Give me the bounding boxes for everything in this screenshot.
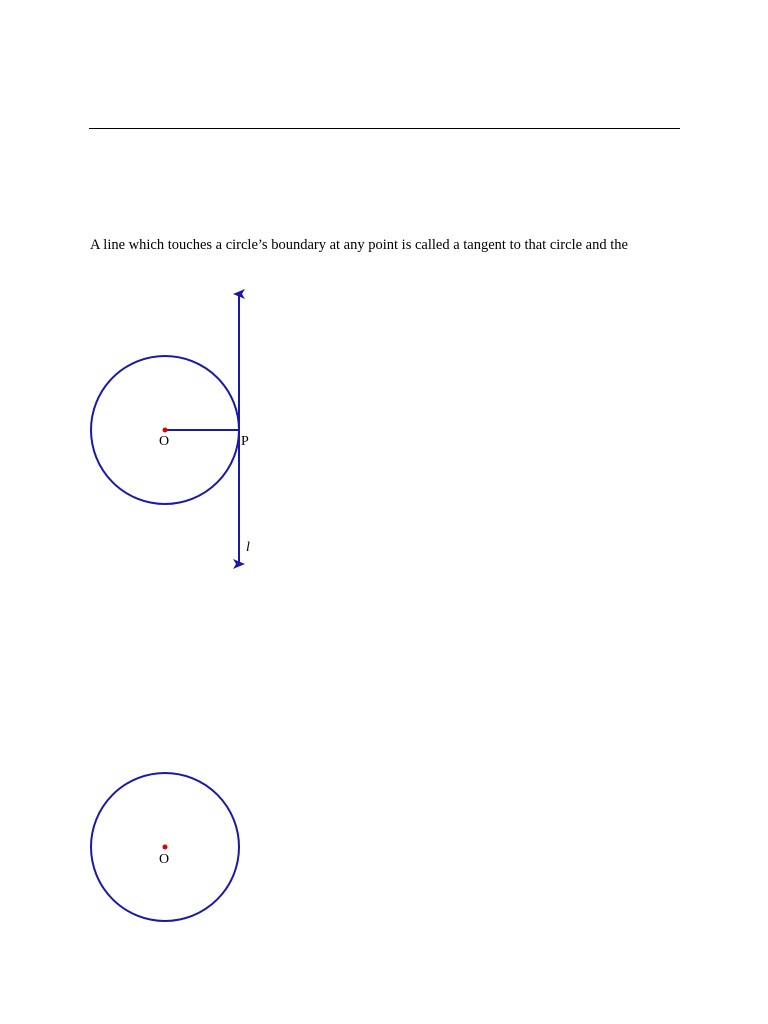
intro-paragraph: A line which touches a circle’s boundary at any point is called a tangent to that circle and the bbox=[90, 237, 628, 253]
center-dot-2 bbox=[163, 845, 168, 850]
point-label-p: P bbox=[241, 434, 249, 449]
center-label-o-1: O bbox=[159, 434, 170, 449]
line-label-l: l bbox=[246, 540, 250, 555]
center-dot-1 bbox=[163, 428, 168, 433]
center-label-o-2: O bbox=[159, 852, 170, 867]
